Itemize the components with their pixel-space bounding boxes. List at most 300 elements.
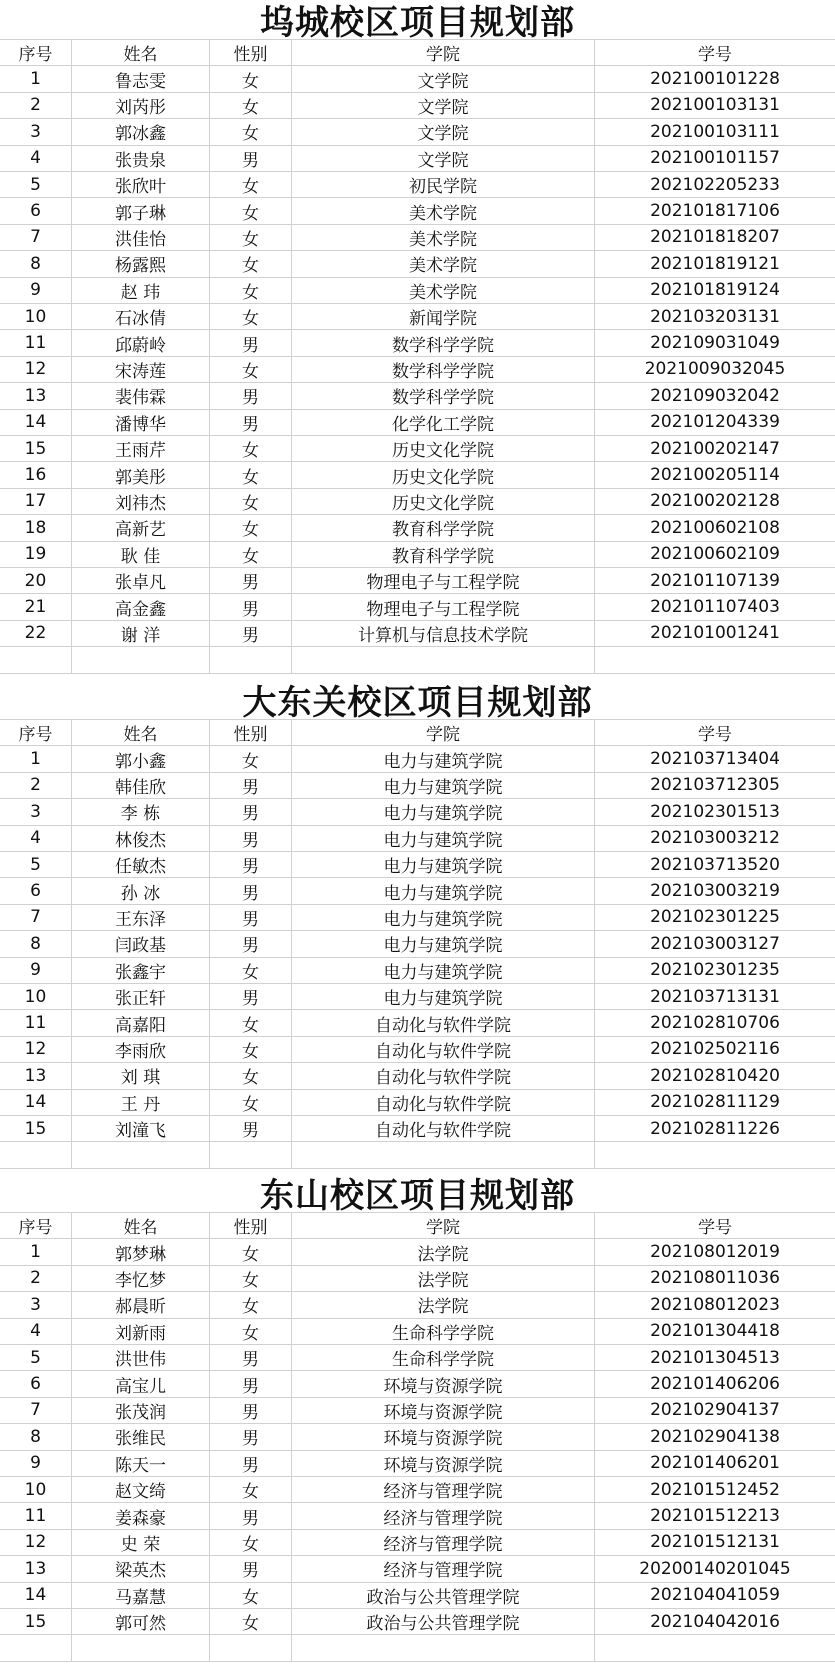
table-cell[interactable]: 男	[210, 568, 292, 593]
table-cell[interactable]: 高宝儿	[72, 1371, 210, 1396]
table-cell[interactable]: 李忆梦	[72, 1266, 210, 1291]
table-cell[interactable]: 序号	[0, 40, 72, 65]
table-cell[interactable]: 202100101157	[650, 148, 780, 169]
table-cell[interactable]: 女	[210, 1530, 292, 1555]
table-cell[interactable]: 202103713131	[650, 986, 780, 1007]
table-cell[interactable]: 刘 琪	[72, 1063, 210, 1088]
table-cell[interactable]: 王 丹	[72, 1090, 210, 1115]
table-cell[interactable]: 12	[0, 1037, 72, 1062]
table-cell[interactable]: 电力与建筑学院	[292, 852, 595, 877]
empty-cell[interactable]	[0, 647, 72, 672]
table-cell[interactable]: 8	[0, 251, 72, 276]
table-cell[interactable]: 202101817106	[650, 201, 780, 222]
table-cell[interactable]: 女	[210, 119, 292, 144]
table-cell[interactable]: 法学院	[292, 1239, 595, 1264]
table-cell[interactable]: 202108011036	[650, 1268, 780, 1289]
table-cell[interactable]: 202108012019	[650, 1242, 780, 1263]
table-cell[interactable]: 202102904137	[650, 1400, 780, 1421]
table-cell[interactable]: 张欣叶	[72, 172, 210, 197]
table-cell[interactable]: 孙 冰	[72, 878, 210, 903]
table-cell[interactable]: 3	[0, 119, 72, 144]
table-cell[interactable]: 10	[0, 304, 72, 329]
table-cell[interactable]: 女	[210, 1583, 292, 1608]
table-cell[interactable]: 刘新雨	[72, 1319, 210, 1344]
table-cell[interactable]: 姓名	[72, 40, 210, 65]
table-cell[interactable]: 202103203131	[650, 306, 780, 327]
table-cell[interactable]: 202103713520	[650, 854, 780, 875]
table-cell[interactable]: 2	[0, 773, 72, 798]
table-cell[interactable]: 自动化与软件学院	[292, 1010, 595, 1035]
table-cell[interactable]: 环境与资源学院	[292, 1371, 595, 1396]
table-cell[interactable]: 林俊杰	[72, 826, 210, 851]
table-cell[interactable]: 女	[210, 436, 292, 461]
table-cell[interactable]: 女	[210, 225, 292, 250]
table-cell[interactable]: 韩佳欣	[72, 773, 210, 798]
table-cell[interactable]: 男	[210, 1451, 292, 1476]
table-cell[interactable]: 郭子琳	[72, 198, 210, 223]
table-cell[interactable]: 202101406201	[650, 1453, 780, 1474]
table-cell[interactable]: 202104042016	[650, 1611, 780, 1632]
table-cell[interactable]: 5	[0, 1345, 72, 1370]
table-cell[interactable]: 1	[0, 1239, 72, 1264]
table-row	[0, 462, 835, 488]
table-cell[interactable]: 5	[0, 172, 72, 197]
table-cell[interactable]: 13	[0, 383, 72, 408]
table-cell[interactable]: 13	[0, 1063, 72, 1088]
table-cell[interactable]: 女	[210, 278, 292, 303]
table-cell[interactable]: 男	[210, 773, 292, 798]
table-cell[interactable]: 202101406206	[650, 1374, 780, 1395]
table-cell[interactable]: 法学院	[292, 1292, 595, 1317]
table-cell[interactable]: 计算机与信息技术学院	[292, 621, 595, 646]
table-cell[interactable]: 202101819121	[650, 253, 780, 274]
table-cell[interactable]: 202100103131	[650, 95, 780, 116]
table-row	[0, 568, 835, 594]
table-cell[interactable]: 202102301225	[650, 907, 780, 928]
table-cell[interactable]: 女	[210, 198, 292, 223]
table-cell[interactable]: 女	[210, 746, 292, 771]
table-cell[interactable]: 202101512213	[650, 1506, 780, 1527]
table-cell[interactable]: 202101304418	[650, 1321, 780, 1342]
table-cell[interactable]: 4	[0, 1319, 72, 1344]
table-cell[interactable]: 202103003212	[650, 828, 780, 849]
table-cell[interactable]: 女	[210, 515, 292, 540]
table-cell[interactable]: 电力与建筑学院	[292, 931, 595, 956]
table-cell[interactable]: 14	[0, 1583, 72, 1608]
table-cell[interactable]: 9	[0, 278, 72, 303]
table-cell[interactable]: 自动化与软件学院	[292, 1037, 595, 1062]
table-cell[interactable]: 政治与公共管理学院	[292, 1609, 595, 1634]
table-cell[interactable]: 文学院	[292, 119, 595, 144]
table-cell[interactable]: 11	[0, 1010, 72, 1035]
empty-cell[interactable]	[210, 1142, 292, 1167]
table-cell[interactable]: 张茂润	[72, 1398, 210, 1423]
table-cell[interactable]: 经济与管理学院	[292, 1556, 595, 1581]
table-cell[interactable]: 高嘉阳	[72, 1010, 210, 1035]
table-cell[interactable]: 美术学院	[292, 225, 595, 250]
table-cell[interactable]: 女	[210, 1477, 292, 1502]
table-cell[interactable]: 经济与管理学院	[292, 1503, 595, 1528]
table-cell[interactable]: 12	[0, 1530, 72, 1555]
table-cell[interactable]: 潘博华	[72, 410, 210, 435]
table-cell[interactable]: 电力与建筑学院	[292, 773, 595, 798]
table-row	[0, 1090, 835, 1116]
table-cell[interactable]: 鲁志雯	[72, 66, 210, 91]
table-cell[interactable]: 赵 玮	[72, 278, 210, 303]
table-cell[interactable]: 女	[210, 251, 292, 276]
table-row	[0, 799, 835, 825]
table-cell[interactable]: 女	[210, 542, 292, 567]
table-cell[interactable]: 电力与建筑学院	[292, 799, 595, 824]
empty-cell[interactable]	[292, 647, 595, 672]
table-cell[interactable]: 6	[0, 1371, 72, 1396]
empty-cell[interactable]	[0, 1635, 72, 1660]
table-cell[interactable]: 7	[0, 905, 72, 930]
table-cell[interactable]: 郝晨昕	[72, 1292, 210, 1317]
table-cell[interactable]: 环境与资源学院	[292, 1424, 595, 1449]
table-cell[interactable]: 电力与建筑学院	[292, 878, 595, 903]
table-cell[interactable]: 女	[210, 1063, 292, 1088]
table-cell[interactable]: 学号	[698, 45, 732, 66]
table-cell[interactable]: 女	[210, 462, 292, 487]
empty-cell[interactable]	[210, 1635, 292, 1660]
table-cell[interactable]: 3	[0, 799, 72, 824]
table-cell[interactable]: 11	[0, 330, 72, 355]
table-cell[interactable]: 女	[210, 304, 292, 329]
table-cell[interactable]: 202101512131	[650, 1532, 780, 1553]
table-cell[interactable]: 电力与建筑学院	[292, 984, 595, 1009]
table-cell[interactable]: 序号	[0, 1213, 72, 1238]
table-cell[interactable]: 202101001241	[650, 623, 780, 644]
table-cell[interactable]: 马嘉慧	[72, 1583, 210, 1608]
table-cell[interactable]: 宋涛莲	[72, 357, 210, 382]
table-cell[interactable]: 政治与公共管理学院	[292, 1583, 595, 1608]
table-cell[interactable]: 性别	[210, 1213, 292, 1238]
empty-cell[interactable]	[595, 1635, 835, 1660]
table-cell[interactable]: 电力与建筑学院	[292, 905, 595, 930]
table-cell[interactable]: 1	[0, 66, 72, 91]
table-cell[interactable]: 郭梦琳	[72, 1239, 210, 1264]
table-cell[interactable]: 9	[0, 958, 72, 983]
table-cell[interactable]: 女	[210, 1010, 292, 1035]
table-cell[interactable]: 202100202147	[650, 438, 780, 459]
table-cell[interactable]: 高新艺	[72, 515, 210, 540]
table-cell[interactable]: 202102301235	[650, 960, 780, 981]
table-cell[interactable]: 历史文化学院	[292, 436, 595, 461]
table-cell[interactable]: 男	[210, 1398, 292, 1423]
table-cell[interactable]: 男	[210, 621, 292, 646]
table-row	[0, 225, 835, 251]
table-cell[interactable]: 女	[210, 1266, 292, 1291]
empty-row	[0, 1142, 835, 1168]
table-cell[interactable]: 郭可然	[72, 1609, 210, 1634]
table-cell[interactable]: 梁英杰	[72, 1556, 210, 1581]
table-cell[interactable]: 张正轩	[72, 984, 210, 1009]
empty-cell[interactable]	[0, 1142, 72, 1167]
table-cell[interactable]: 202101819124	[650, 280, 780, 301]
table-cell[interactable]: 男	[210, 1424, 292, 1449]
table-cell[interactable]: 202102811226	[650, 1118, 780, 1139]
table-cell[interactable]: 女	[210, 1319, 292, 1344]
table-cell[interactable]: 女	[210, 489, 292, 514]
table-cell[interactable]: 电力与建筑学院	[292, 746, 595, 771]
table-cell[interactable]: 16	[0, 462, 72, 487]
table-cell[interactable]: 6	[0, 198, 72, 223]
table-cell[interactable]: 学号	[698, 725, 732, 746]
table-cell[interactable]: 女	[210, 93, 292, 118]
table-cell[interactable]: 202101512452	[650, 1479, 780, 1500]
table-cell[interactable]: 刘芮彤	[72, 93, 210, 118]
table-cell[interactable]: 202101107139	[650, 570, 780, 591]
table-cell[interactable]: 7	[0, 1398, 72, 1423]
table-cell[interactable]: 男	[210, 410, 292, 435]
table-cell[interactable]: 男	[210, 905, 292, 930]
table-cell[interactable]: 经济与管理学院	[292, 1530, 595, 1555]
table-cell[interactable]: 202102810706	[650, 1013, 780, 1034]
table-cell[interactable]: 202103712305	[650, 775, 780, 796]
table-cell[interactable]: 8	[0, 1424, 72, 1449]
table-cell[interactable]: 男	[210, 852, 292, 877]
empty-cell[interactable]	[210, 647, 292, 672]
table-cell[interactable]: 文学院	[292, 66, 595, 91]
table-cell[interactable]: 202102811129	[650, 1092, 780, 1113]
table-cell[interactable]: 202104041059	[650, 1585, 780, 1606]
table-cell[interactable]: 4	[0, 826, 72, 851]
table-cell[interactable]: 202103713404	[650, 749, 780, 770]
table-cell[interactable]: 男	[210, 1116, 292, 1141]
table-cell[interactable]: 经济与管理学院	[292, 1477, 595, 1502]
table-cell[interactable]: 男	[210, 1345, 292, 1370]
table-cell[interactable]: 202101304513	[650, 1347, 780, 1368]
empty-cell[interactable]	[292, 1635, 595, 1660]
table-cell[interactable]: 学号	[698, 1218, 732, 1239]
table-cell[interactable]: 202103003127	[650, 933, 780, 954]
table-cell[interactable]: 5	[0, 852, 72, 877]
table-cell[interactable]: 男	[210, 330, 292, 355]
table-cell[interactable]: 20	[0, 568, 72, 593]
table-cell[interactable]: 202101818207	[650, 227, 780, 248]
table-cell[interactable]: 历史文化学院	[292, 462, 595, 487]
table-cell[interactable]: 男	[210, 931, 292, 956]
table-cell[interactable]: 202100101228	[650, 69, 780, 90]
table-cell[interactable]: 3	[0, 1292, 72, 1317]
table-cell[interactable]: 男	[210, 878, 292, 903]
table-cell[interactable]: 男	[210, 826, 292, 851]
table-cell[interactable]: 任敏杰	[72, 852, 210, 877]
table-cell[interactable]: 男	[210, 1556, 292, 1581]
table-cell[interactable]: 谢 洋	[72, 621, 210, 646]
table-cell[interactable]: 女	[210, 958, 292, 983]
table-cell[interactable]: 耿 佳	[72, 542, 210, 567]
table-cell[interactable]: 教育科学学院	[292, 515, 595, 540]
table-cell[interactable]: 洪佳怡	[72, 225, 210, 250]
table-cell[interactable]: 史 荣	[72, 1530, 210, 1555]
table-cell[interactable]: 男	[210, 146, 292, 171]
table-cell[interactable]: 数学科学学院	[292, 383, 595, 408]
table-cell[interactable]: 202100602108	[650, 517, 780, 538]
table-cell[interactable]: 202109032042	[650, 385, 780, 406]
table-cell[interactable]: 张卓凡	[72, 568, 210, 593]
table-cell[interactable]: 202100103111	[650, 121, 780, 142]
table-cell[interactable]: 陈天一	[72, 1451, 210, 1476]
table-cell[interactable]: 女	[210, 1609, 292, 1634]
table-cell[interactable]: 裴伟霖	[72, 383, 210, 408]
table-cell[interactable]: 王雨芹	[72, 436, 210, 461]
table-cell[interactable]: 刘潼飞	[72, 1116, 210, 1141]
table-row	[0, 66, 835, 92]
table-cell[interactable]: 10	[0, 1477, 72, 1502]
table-cell[interactable]: 美术学院	[292, 198, 595, 223]
table-cell[interactable]: 自动化与软件学院	[292, 1116, 595, 1141]
table-row	[0, 1451, 835, 1477]
table-cell[interactable]: 郭小鑫	[72, 746, 210, 771]
table-cell[interactable]: 石冰倩	[72, 304, 210, 329]
table-cell[interactable]: 女	[210, 357, 292, 382]
table-cell[interactable]: 14	[0, 1090, 72, 1115]
table-cell[interactable]: 环境与资源学院	[292, 1398, 595, 1423]
table-cell[interactable]: 女	[210, 1090, 292, 1115]
table-cell[interactable]: 17	[0, 489, 72, 514]
table-cell[interactable]: 教育科学学院	[292, 542, 595, 567]
table-cell[interactable]: 22	[0, 621, 72, 646]
table-cell[interactable]: 电力与建筑学院	[292, 958, 595, 983]
table-cell[interactable]: 9	[0, 1451, 72, 1476]
table-cell[interactable]: 202102904138	[650, 1426, 780, 1447]
table-cell[interactable]: 男	[210, 984, 292, 1009]
table-cell[interactable]: 男	[210, 383, 292, 408]
table-cell[interactable]: 郭冰鑫	[72, 119, 210, 144]
table-cell[interactable]: 女	[210, 1037, 292, 1062]
table-cell[interactable]: 1	[0, 746, 72, 771]
table-cell[interactable]: 自动化与软件学院	[292, 1063, 595, 1088]
table-cell[interactable]: 赵文绮	[72, 1477, 210, 1502]
table-cell[interactable]: 李雨欣	[72, 1037, 210, 1062]
empty-cell[interactable]	[595, 1142, 835, 1167]
table-cell[interactable]: 学院	[292, 40, 595, 65]
table-cell[interactable]: 女	[210, 1292, 292, 1317]
table-cell[interactable]: 张维民	[72, 1424, 210, 1449]
table-cell[interactable]: 法学院	[292, 1266, 595, 1291]
table-cell[interactable]: 4	[0, 146, 72, 171]
table-cell[interactable]: 美术学院	[292, 278, 595, 303]
table-cell[interactable]: 女	[210, 1239, 292, 1264]
table-cell[interactable]: 物理电子与工程学院	[292, 594, 595, 619]
table-cell[interactable]: 美术学院	[292, 251, 595, 276]
table-cell[interactable]: 姜森豪	[72, 1503, 210, 1528]
table-cell[interactable]: 杨露熙	[72, 251, 210, 276]
table-cell[interactable]: 生命科学学院	[292, 1319, 595, 1344]
empty-cell[interactable]	[595, 647, 835, 672]
table-cell[interactable]: 学院	[292, 720, 595, 745]
table-cell[interactable]: 202100202128	[650, 491, 780, 512]
table-cell[interactable]: 2021009032045	[644, 359, 786, 380]
table-cell[interactable]: 物理电子与工程学院	[292, 568, 595, 593]
table-cell[interactable]: 刘祎杰	[72, 489, 210, 514]
empty-cell[interactable]	[72, 647, 210, 672]
table-cell[interactable]: 洪世伟	[72, 1345, 210, 1370]
table-cell[interactable]: 邱蔚岭	[72, 330, 210, 355]
table-cell[interactable]: 初民学院	[292, 172, 595, 197]
table-cell[interactable]: 男	[210, 799, 292, 824]
table-cell[interactable]: 11	[0, 1503, 72, 1528]
table-cell[interactable]: 202102205233	[650, 174, 780, 195]
table-cell[interactable]: 张贵泉	[72, 146, 210, 171]
table-cell[interactable]: 数学科学学院	[292, 330, 595, 355]
table-cell[interactable]: 202103003219	[650, 881, 780, 902]
table-cell[interactable]: 202102810420	[650, 1065, 780, 1086]
empty-cell[interactable]	[292, 1142, 595, 1167]
table-cell[interactable]: 电力与建筑学院	[292, 826, 595, 851]
table-cell[interactable]: 环境与资源学院	[292, 1451, 595, 1476]
table-cell[interactable]: 202108012023	[650, 1294, 780, 1315]
table-cell[interactable]: 202101204339	[650, 412, 780, 433]
table-cell[interactable]: 学院	[292, 1213, 595, 1238]
table-cell[interactable]: 数学科学学院	[292, 357, 595, 382]
table-cell[interactable]: 男	[210, 594, 292, 619]
table-cell[interactable]: 男	[210, 1371, 292, 1396]
empty-cell[interactable]	[72, 1635, 210, 1660]
table-cell[interactable]: 高金鑫	[72, 594, 210, 619]
table-cell[interactable]: 女	[210, 172, 292, 197]
table-cell[interactable]: 13	[0, 1556, 72, 1581]
table-cell[interactable]: 女	[210, 66, 292, 91]
empty-cell[interactable]	[72, 1142, 210, 1167]
table-cell[interactable]: 姓名	[72, 1213, 210, 1238]
table-cell[interactable]: 10	[0, 984, 72, 1009]
table-cell[interactable]: 15	[0, 1116, 72, 1141]
table-cell[interactable]: 姓名	[72, 720, 210, 745]
table-cell[interactable]: 王东泽	[72, 905, 210, 930]
table-cell[interactable]: 性别	[210, 40, 292, 65]
table-cell[interactable]: 19	[0, 542, 72, 567]
table-cell[interactable]: 202102301513	[650, 801, 780, 822]
table-cell[interactable]: 2	[0, 93, 72, 118]
table-cell[interactable]: 2	[0, 1266, 72, 1291]
table-cell[interactable]: 202102502116	[650, 1039, 780, 1060]
table-row	[0, 1556, 835, 1582]
table-cell[interactable]: 文学院	[292, 146, 595, 171]
table-cell[interactable]: 男	[210, 1503, 292, 1528]
table-cell[interactable]: 新闻学院	[292, 304, 595, 329]
table-cell[interactable]: 202100205114	[650, 465, 780, 486]
table-cell[interactable]: 6	[0, 878, 72, 903]
table-cell[interactable]: 20200140201045	[639, 1558, 791, 1579]
table-cell[interactable]: 李 栋	[72, 799, 210, 824]
table-cell[interactable]: 文学院	[292, 93, 595, 118]
table-cell[interactable]: 化学化工学院	[292, 410, 595, 435]
table-cell[interactable]: 12	[0, 357, 72, 382]
table-cell[interactable]: 14	[0, 410, 72, 435]
table-cell[interactable]: 202100602109	[650, 544, 780, 565]
table-cell[interactable]: 性别	[210, 720, 292, 745]
table-cell[interactable]: 序号	[0, 720, 72, 745]
table-cell[interactable]: 15	[0, 1609, 72, 1634]
table-cell[interactable]: 郭美彤	[72, 462, 210, 487]
table-cell[interactable]: 202109031049	[650, 333, 780, 354]
table-cell[interactable]: 8	[0, 931, 72, 956]
table-cell[interactable]: 202101107403	[650, 597, 780, 618]
table-cell[interactable]: 7	[0, 225, 72, 250]
table-row	[0, 251, 835, 277]
table-cell[interactable]: 历史文化学院	[292, 489, 595, 514]
table-cell[interactable]: 张鑫宇	[72, 958, 210, 983]
table-cell[interactable]: 生命科学学院	[292, 1345, 595, 1370]
table-cell[interactable]: 18	[0, 515, 72, 540]
table-cell[interactable]: 21	[0, 594, 72, 619]
table-cell[interactable]: 自动化与软件学院	[292, 1090, 595, 1115]
table-cell[interactable]: 闫政基	[72, 931, 210, 956]
table-cell[interactable]: 15	[0, 436, 72, 461]
